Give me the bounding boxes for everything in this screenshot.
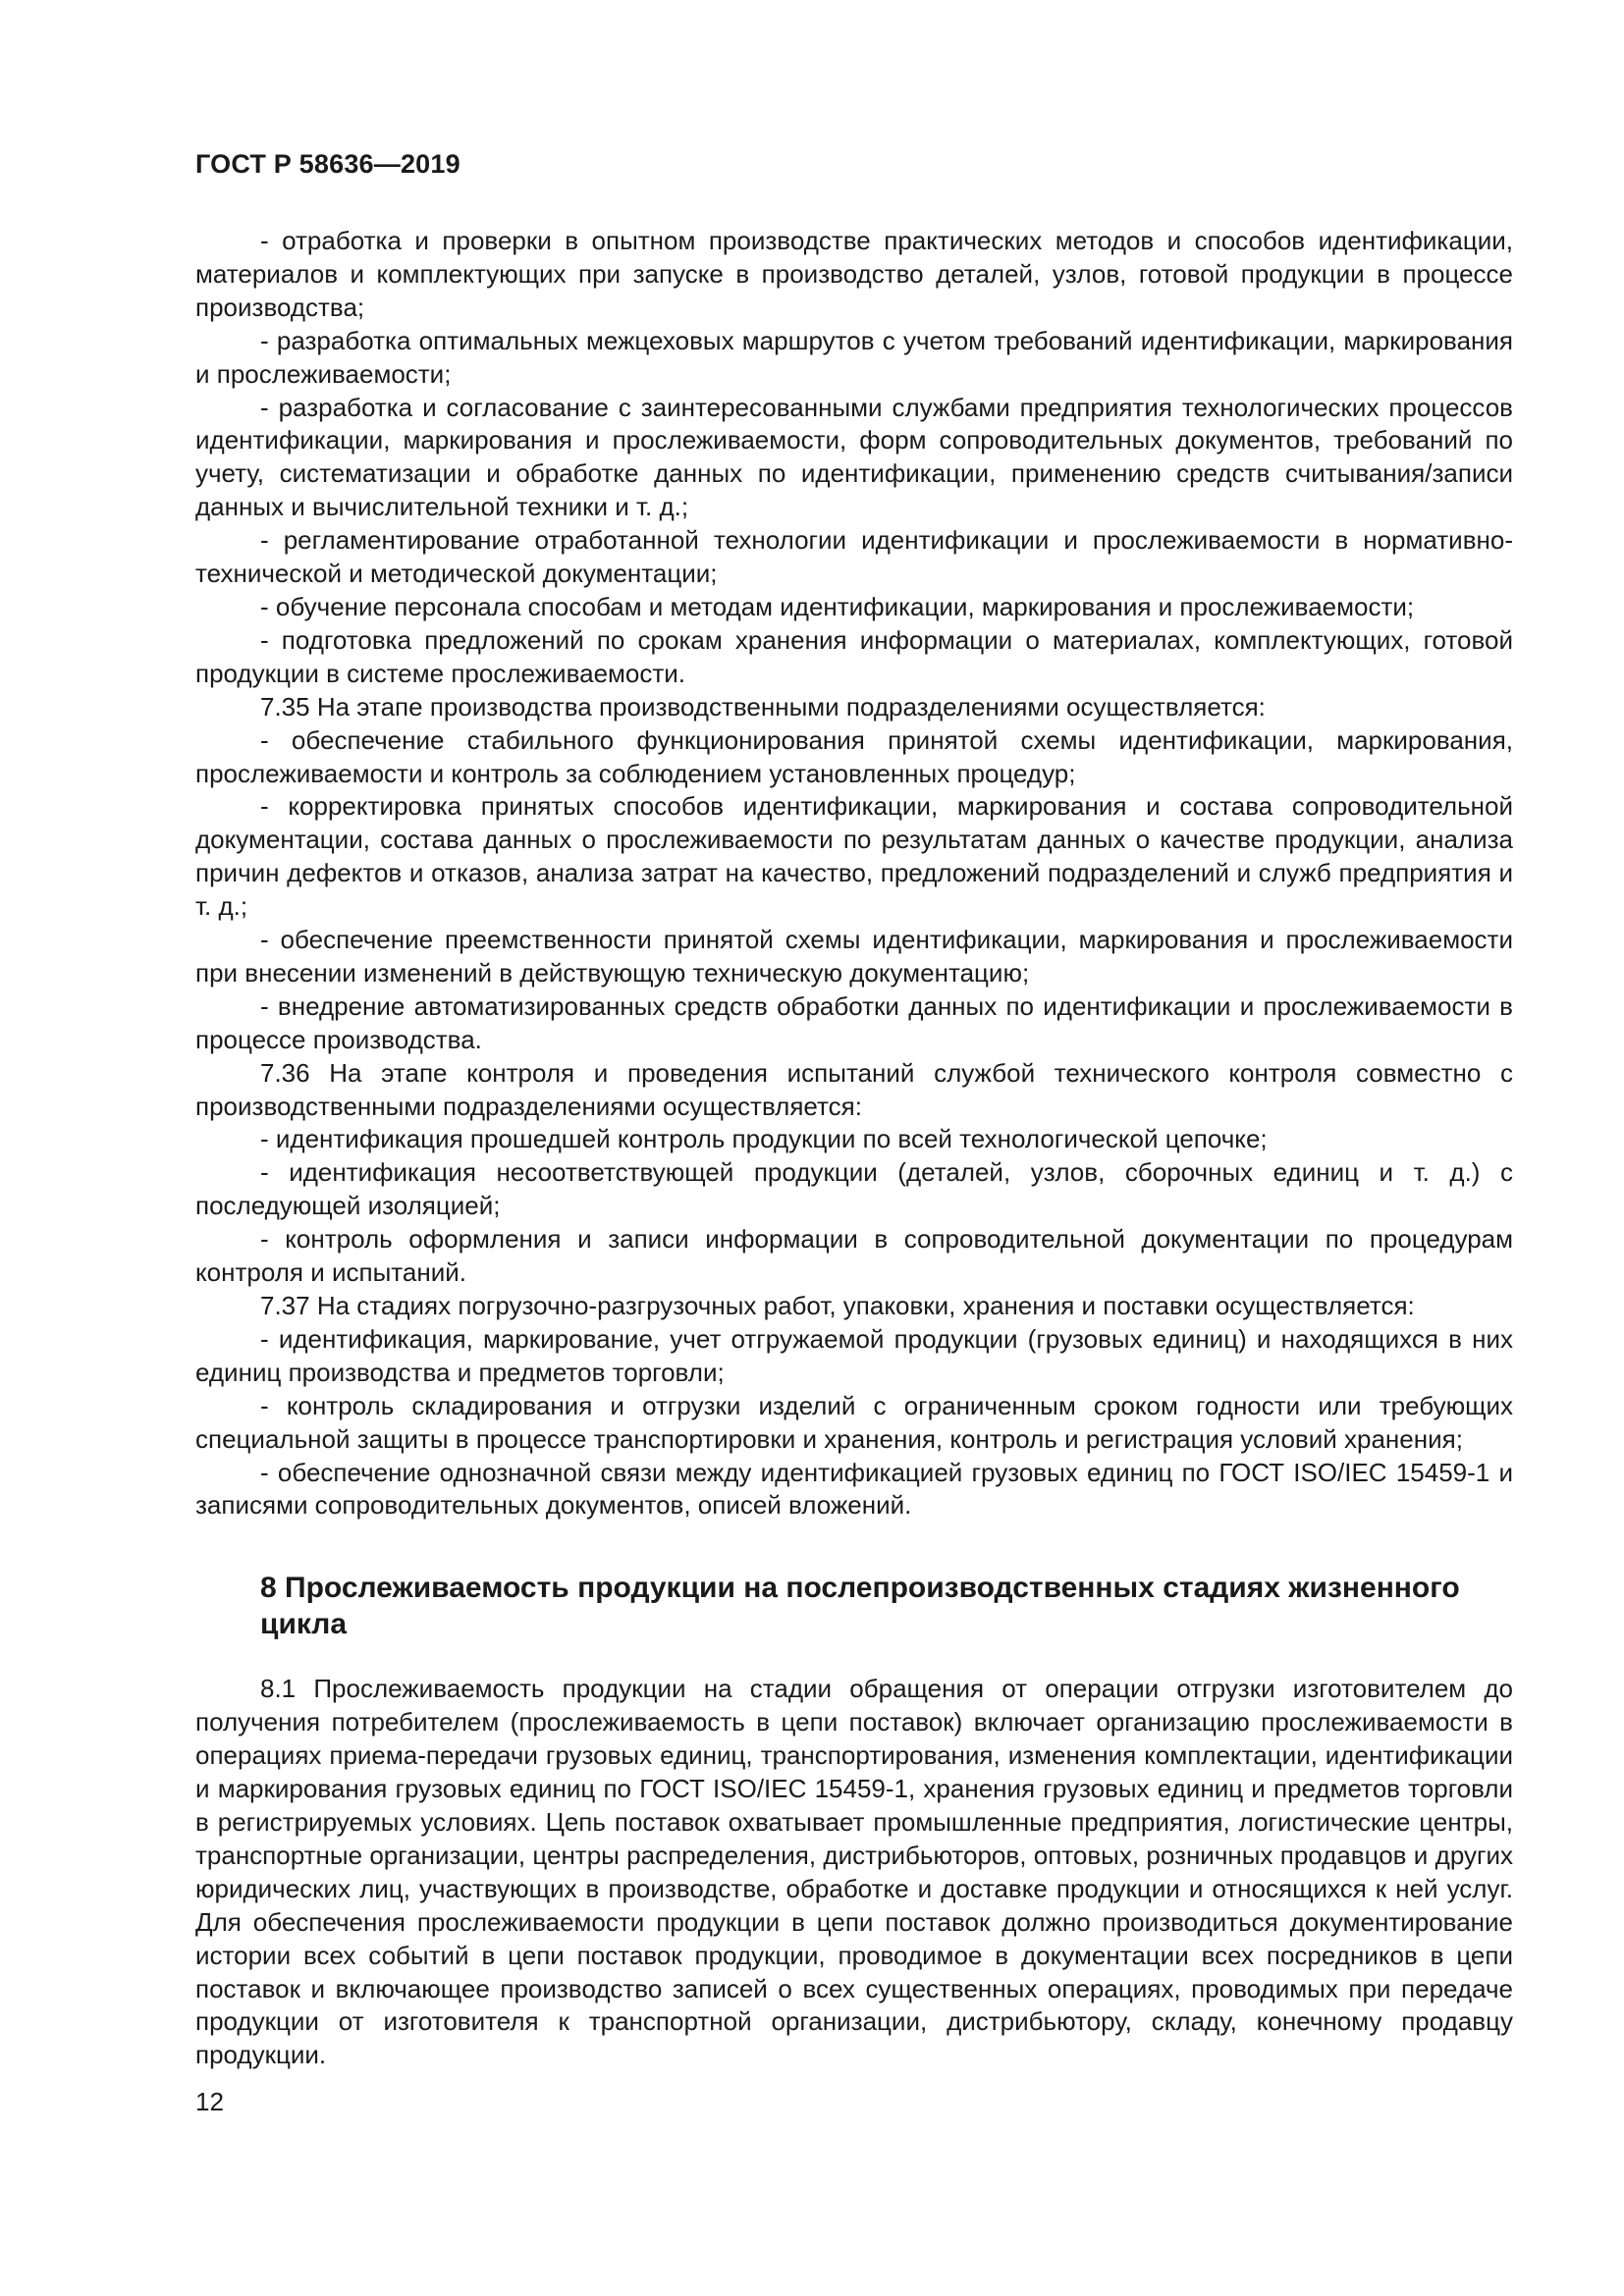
paragraph: - обеспечение стабильного функционирования принятой схемы идентификации, маркирования, прослеживаемости и контроль за соблюдением установленных процедур;: [195, 724, 1513, 788]
paragraph: - идентификация прошедшей контроль продукции по всей технологической цепочке;: [260, 1124, 1268, 1154]
paragraph: - регламентирование отработанной технологии идентификации и прослеживаемости в нормативно-технической и методической документации;: [195, 525, 1513, 589]
clause-7-36: 7.36 На этапе контроля и проведения испытаний службой технического контроля совместно с производственными подразделениями осуществляется:: [195, 1057, 1513, 1121]
paragraph: - разработка и согласование с заинтересованными службами предприятия технологических процессов идентификации, маркирования и прослеживаемости, форм сопроводительных документов, требований по учету, систематизации и обработке данных по идентификации, применению средств считывания/записи данных и вычислительной техники и т. д.;: [195, 392, 1513, 522]
paragraph: - контроль оформления и записи информации в сопроводительной документации по процедурам контроля и испытаний.: [195, 1224, 1513, 1288]
paragraph: - обеспечение однозначной связи между идентификацией грузовых единиц по ГОСТ ISO/IEC 15459-1 и записями сопроводительных документов, описей вложений.: [195, 1457, 1513, 1521]
page-number: 12: [195, 2087, 224, 2116]
paragraph: - контроль складирования и отгрузки изделий с ограниченным сроком годности или требующих специальной защиты в процессе транспортировки и хранения, контроль и регистрация условий хранения;: [195, 1390, 1513, 1454]
clause-8-1: 8.1 Прослеживаемость продукции на стадии обращения от операции отгрузки изготовителем до получения потребителем (прослеживаемость в цепи поставок) включает организацию прослеживаемости в операциях приема-передачи грузовых единиц, транспортирования, изменения комплектации, идентификации и маркирования грузовых единиц по ГОСТ ISO/IEC 15459-1, хранения грузовых единиц и предметов торговли в регистрируемых условиях. Цепь поставок охватывает промышленные предприятия, логистические центры, транспортные организации, центры распределения, дистрибьюторов, оптовых, розничных продавцов и других юридических лиц, участвующих в производстве, обработке и доставке продукции и относящихся к ней услуг. Для обеспечения прослеживаемости продукции в цепи поставок должно производиться документирование истории всех событий в цепи поставок продукции, проводимое в документации всех посредников в цепи поставок и включающее производство записей о всех существенных операциях, проводимых при передаче продукции от изготовителя к транспортной организации, дистрибьютору, складу, конечному продавцу продукции.: [195, 1674, 1513, 2070]
clause-7-35: 7.35 На этапе производства производственными подразделениями осуществляется:: [260, 691, 1266, 721]
paragraph: - отработка и проверки в опытном производстве практических методов и способов идентификации, материалов и комплектующих при запуске в производство деталей, узлов, готовой продукции в процессе производства;: [195, 226, 1513, 322]
page-header-standard-id: ГОСТ Р 58636—2019: [195, 149, 460, 179]
clause-7-37: 7.37 На стадиях погрузочно-разгрузочных работ, упаковки, хранения и поставки осуществляется:: [260, 1291, 1415, 1320]
paragraph: - внедрение автоматизированных средств обработки данных по идентификации и прослеживаемости в процессе производства.: [195, 990, 1513, 1054]
paragraph: - идентификация несоответствующей продукции (деталей, узлов, сборочных единиц и т. д.) с последующей изоляцией;: [195, 1157, 1513, 1221]
paragraph: - корректировка принятых способов идентификации, маркирования и состава сопроводительной документации, состава данных о прослеживаемости по результатам данных о качестве продукции, анализа причин дефектов и отказов, анализа затрат на качество, предложений подразделений и служб предприятия и т. д.;: [195, 791, 1513, 922]
paragraph: - идентификация, маркирование, учет отгружаемой продукции (грузовых единиц) и находящихся в них единиц производства и предметов торговли;: [195, 1323, 1513, 1387]
section-8-heading: 8 Прослеживаемость продукции на послепроизводственных стадиях жизненного цикла: [260, 1572, 1460, 1641]
paragraph: - обеспечение преемственности принятой схемы идентификации, маркирования и прослеживаемости при внесении изменений в действующую техническую документацию;: [195, 925, 1513, 988]
paragraph: - подготовка предложений по срокам хранения информации о материалах, комплектующих, готовой продукции в системе прослеживаемости.: [195, 624, 1513, 688]
paragraph: - разработка оптимальных межцеховых маршрутов с учетом требований идентификации, маркирования и прослеживаемости;: [195, 325, 1513, 389]
paragraph: - обучение персонала способам и методам идентификации, маркирования и прослеживаемости;: [260, 591, 1415, 621]
document-body: [195, 225, 1513, 2072]
